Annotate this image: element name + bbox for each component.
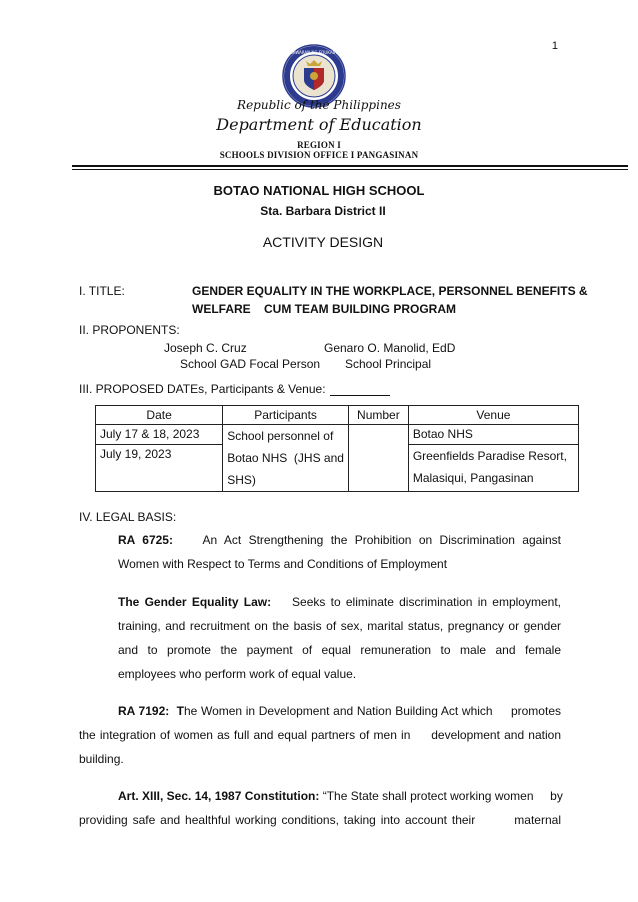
header-venue: Venue bbox=[408, 406, 578, 425]
gel-heading: The Gender Equality Law: bbox=[118, 595, 272, 609]
number-cell bbox=[348, 425, 408, 492]
title-label: I. TITLE: bbox=[79, 284, 125, 298]
ra6725-line-1: An Act Strengthening the Prohibition on Discrimination against bbox=[202, 533, 561, 547]
ra7192-line-2: the integration of women as full and equal partners of men in development and nation bbox=[79, 728, 561, 742]
department-line: Department of Education bbox=[216, 115, 422, 134]
gel-line-2: training, and recruitment on the basis of sex, marital status, pregnancy or gender bbox=[118, 619, 561, 633]
participants-line-1: School personnel of bbox=[227, 429, 334, 443]
ra6725-line-2: Women with Respect to Terms and Conditions of Employment bbox=[118, 557, 448, 571]
participants-line-2: Botao NHS (JHS and bbox=[227, 451, 344, 465]
division-line: SCHOOLS DIVISION OFFICE I PANGASINAN bbox=[219, 150, 419, 160]
dates-label-text: III. PROPOSED DATEs, Participants & Venue: bbox=[79, 382, 326, 396]
ra7192-heading: RA 7192: T bbox=[118, 704, 184, 718]
table-header-row bbox=[96, 406, 579, 425]
proponent-2-name: Genaro O. Manolid, EdD bbox=[324, 341, 456, 355]
art-line-2: providing safe and healthful working conditions, taking into account their maternal bbox=[79, 813, 561, 827]
gel-line-3: and to promote the payment of equal remuneration to male and female bbox=[118, 643, 561, 657]
row2-venue-line-2: Malasiqui, Pangasinan bbox=[412, 470, 534, 485]
school-name: BOTAO NATIONAL HIGH SCHOOL bbox=[213, 183, 425, 198]
header-rule-thick bbox=[72, 165, 628, 167]
row2-venue-line-1: Greenfields Paradise Resort, bbox=[412, 448, 567, 463]
table-row bbox=[96, 425, 579, 445]
legal-basis-label: IV. LEGAL BASIS: bbox=[79, 510, 177, 524]
header-rule-thin bbox=[72, 169, 628, 170]
proponents-label: II. PROPONENTS: bbox=[79, 323, 180, 337]
region-line: REGION I bbox=[297, 140, 341, 150]
title-line-2: WELFARE CUM TEAM BUILDING PROGRAM bbox=[192, 302, 456, 316]
proponent-2-role: School Principal bbox=[345, 357, 432, 371]
title-line-1: GENDER EQUALITY IN THE WORKPLACE, PERSONNEL BENEFITS & bbox=[192, 284, 588, 298]
republic-line: Republic of the Philippines bbox=[237, 98, 401, 112]
row1-venue: Botao NHS bbox=[408, 425, 578, 445]
schedule-table bbox=[95, 405, 579, 492]
seal-lettering: KAGAWARAN NG EDUKASYON bbox=[284, 50, 344, 55]
document-title: ACTIVITY DESIGN bbox=[262, 234, 384, 250]
ra7192-line-1: he Women in Development and Nation Building Act which promotes bbox=[183, 704, 561, 718]
participants-cell bbox=[223, 425, 349, 492]
row1-date: July 17 & 18, 2023 bbox=[96, 425, 223, 445]
blank-fill-line bbox=[330, 383, 390, 396]
school-district: Sta. Barbara District II bbox=[260, 204, 386, 218]
ra7192-line-3: building. bbox=[79, 752, 124, 766]
ra7192-paragraph bbox=[79, 699, 561, 771]
header-date: Date bbox=[96, 406, 223, 425]
constitution-paragraph bbox=[79, 784, 561, 832]
ra6725-heading: RA 6725: bbox=[118, 533, 173, 547]
gel-line-4: employees who perform work of equal value. bbox=[118, 667, 357, 681]
ra6725-paragraph bbox=[118, 528, 561, 576]
art-heading: Art. XIII, Sec. 14, 1987 Constitution: bbox=[118, 789, 320, 803]
gender-equality-law-paragraph bbox=[118, 590, 561, 686]
proponent-1-role: School GAD Focal Person bbox=[180, 357, 321, 371]
page-number: 1 bbox=[551, 40, 558, 52]
header-participants: Participants bbox=[223, 406, 349, 425]
header-number: Number bbox=[348, 406, 408, 425]
art-line-1: “The State shall protect working women by bbox=[322, 789, 563, 803]
row2-venue bbox=[408, 444, 578, 491]
participants-line-3: SHS) bbox=[227, 473, 256, 487]
proponent-1-name: Joseph C. Cruz bbox=[164, 341, 247, 355]
dates-label bbox=[79, 382, 390, 396]
gel-line-1: Seeks to eliminate discrimination in employment, bbox=[292, 595, 561, 609]
row2-date: July 19, 2023 bbox=[96, 444, 223, 491]
